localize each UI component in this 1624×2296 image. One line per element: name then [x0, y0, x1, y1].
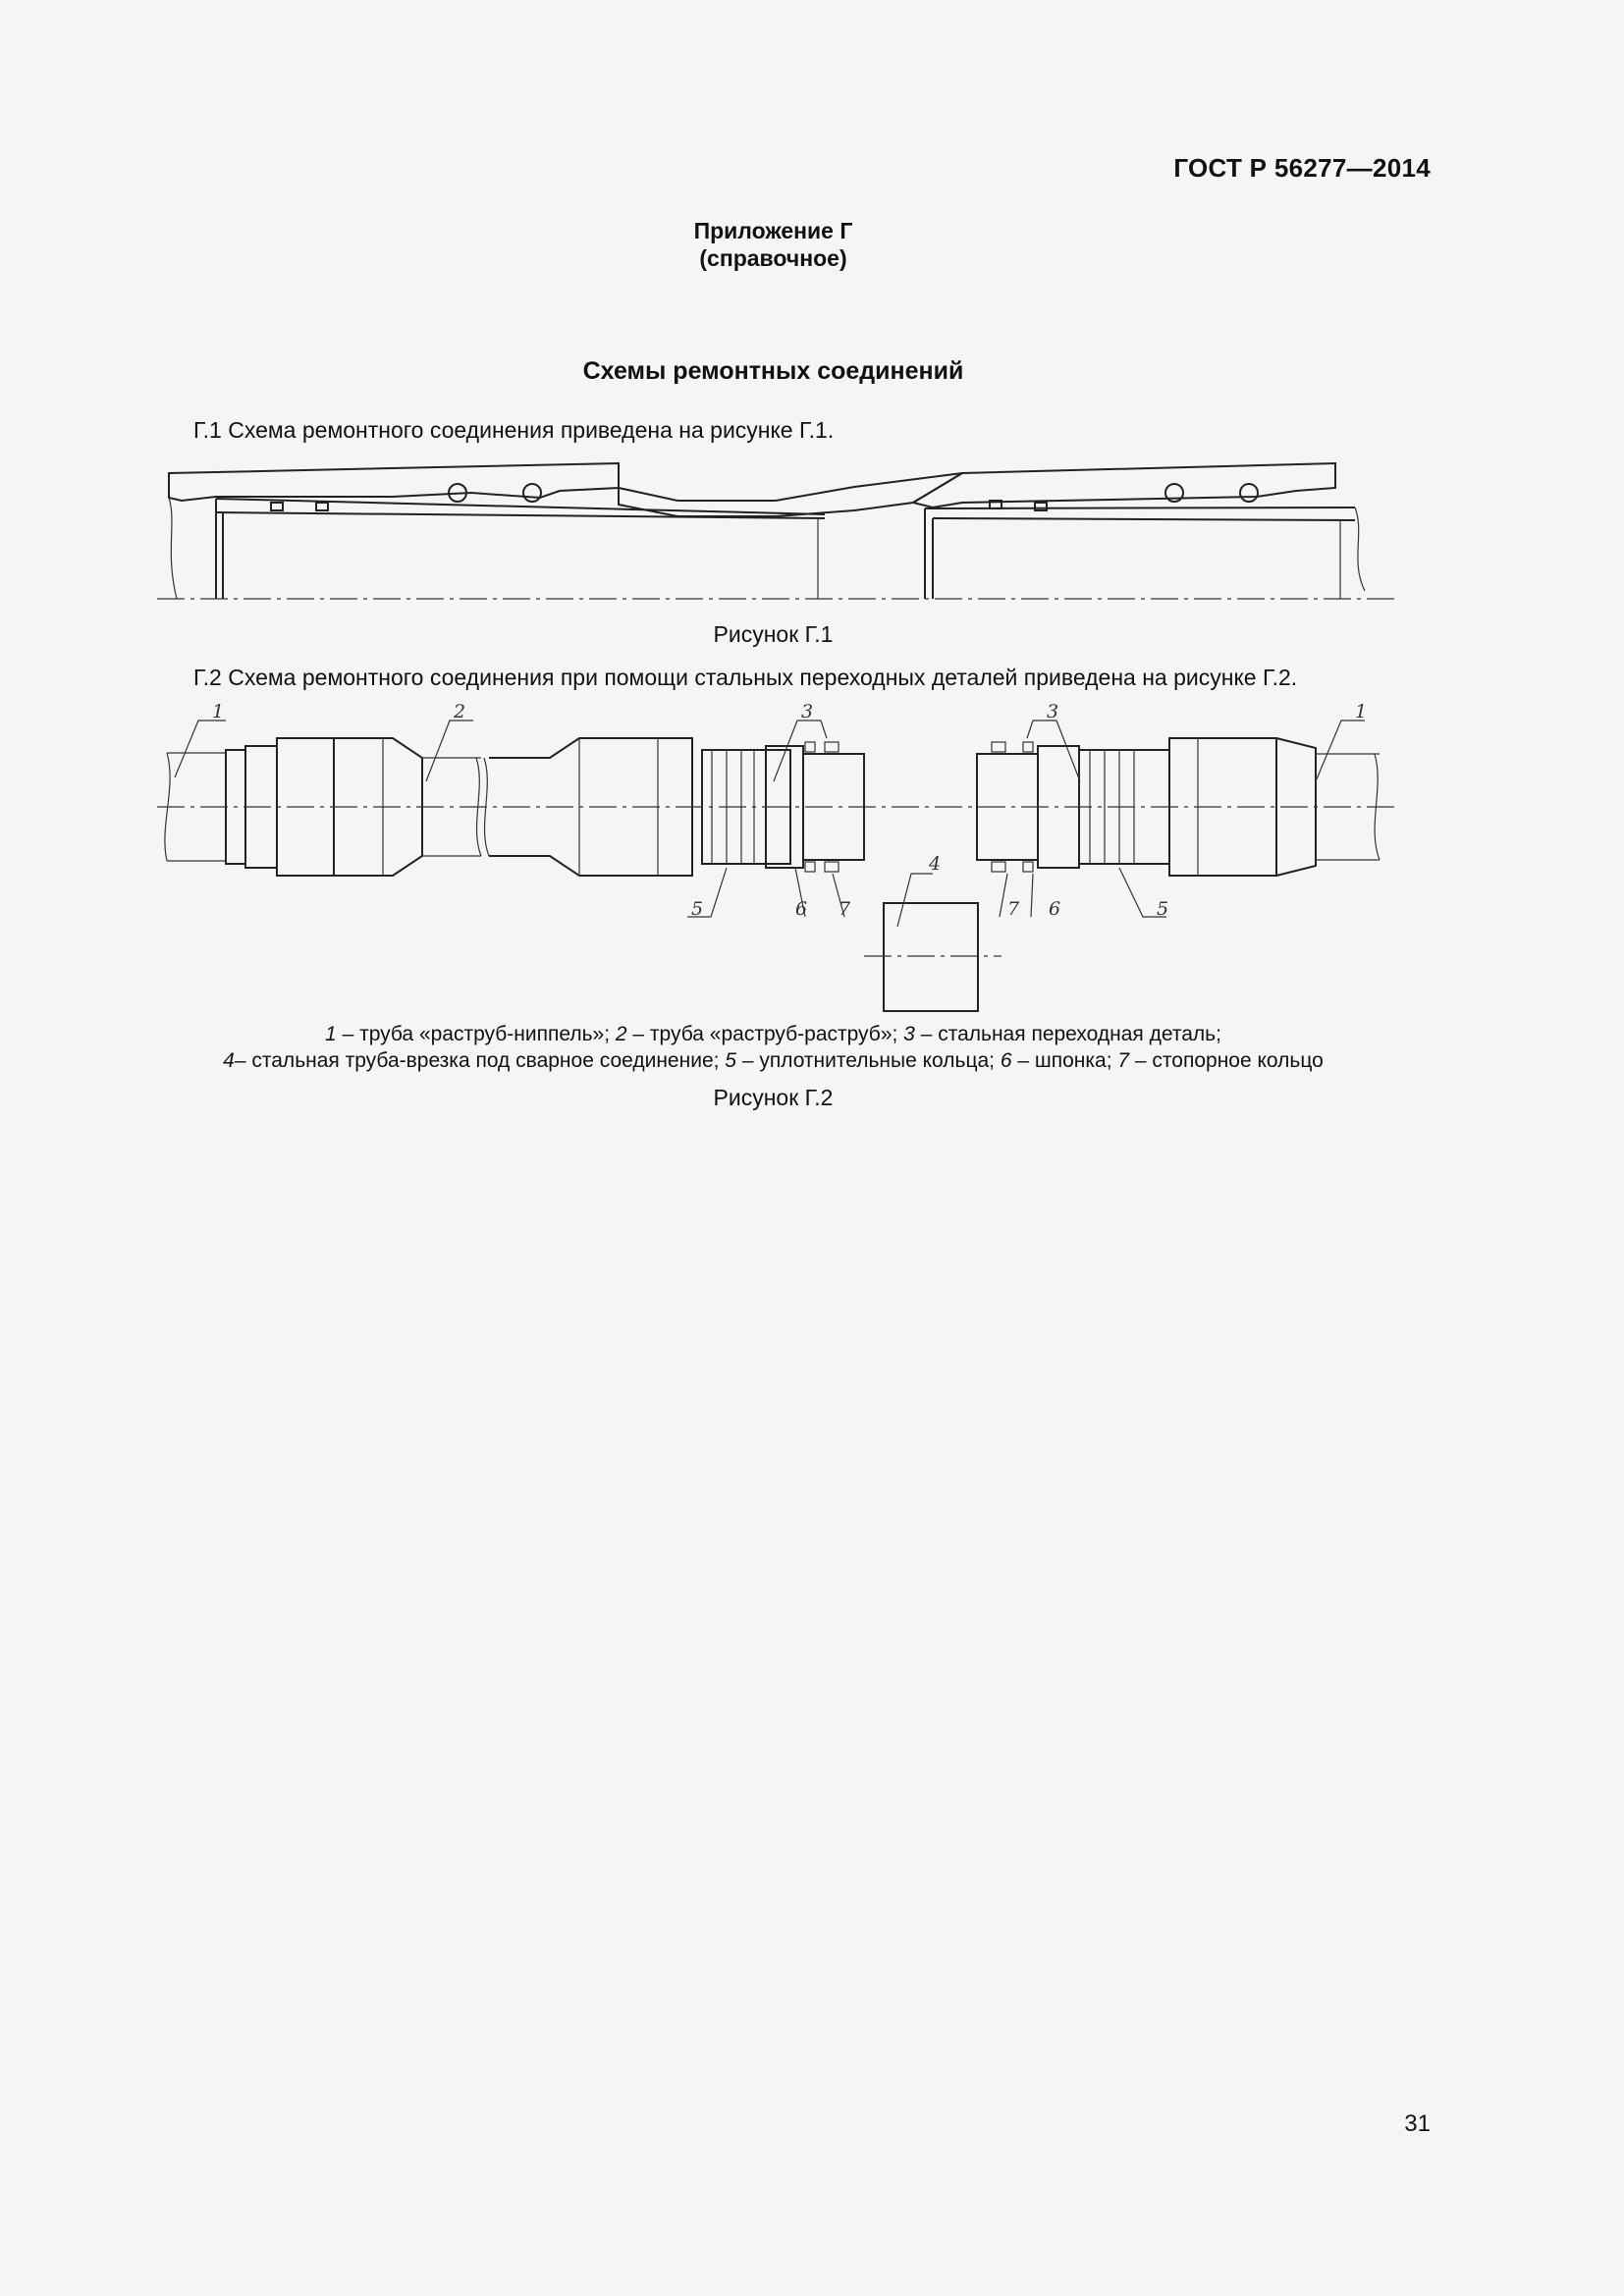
appendix-heading — [0, 217, 1546, 272]
standard-number: ГОСТ Р 56277—2014 — [1173, 153, 1431, 183]
figure-g2-legend — [0, 1021, 1546, 1074]
appendix-title: Приложение Г — [693, 218, 853, 243]
label-4: 4 — [929, 853, 942, 875]
label-2: 2 — [454, 701, 466, 722]
paragraph-g2: Г.2 Схема ремонтного соединения при помощи стальных переходных деталей приведена на рисунке Г.2. — [193, 665, 1298, 690]
label-1-left: 1 — [212, 701, 225, 722]
label-5-right: 5 — [1157, 898, 1169, 920]
figure-g1-caption: Рисунок Г.1 — [713, 621, 834, 647]
section-title: Схемы ремонтных соединений — [582, 357, 964, 385]
figure-g2-caption: Рисунок Г.2 — [713, 1085, 834, 1110]
label-3-right: 3 — [1047, 701, 1059, 722]
label-5-left: 5 — [691, 898, 704, 920]
figure-g2-drawing — [157, 699, 1404, 1023]
label-7-left: 7 — [839, 898, 851, 920]
label-6-left: 6 — [795, 898, 808, 920]
page-number: 31 — [1404, 2110, 1431, 2137]
label-7-right: 7 — [1007, 898, 1020, 920]
label-3-left: 3 — [801, 701, 814, 722]
paragraph-g1: Г.1 Схема ремонтного соединения приведена на рисунке Г.1. — [193, 417, 835, 443]
appendix-subtitle: (справочное) — [699, 245, 847, 271]
label-1-right: 1 — [1355, 701, 1368, 722]
label-6-right: 6 — [1049, 898, 1061, 920]
legend-line-1: 1 – труба «раструб-ниппель»; 2 – труба «раструб-раструб»; 3 – стальная переходная деталь; — [325, 1023, 1221, 1045]
legend-line-2: 4– стальная труба-врезка под сварное соединение; 5 – уплотнительные кольца; 6 – шпонка; 7 – стопорное кольцо — [223, 1049, 1324, 1072]
figure-g1-drawing — [147, 454, 1404, 611]
